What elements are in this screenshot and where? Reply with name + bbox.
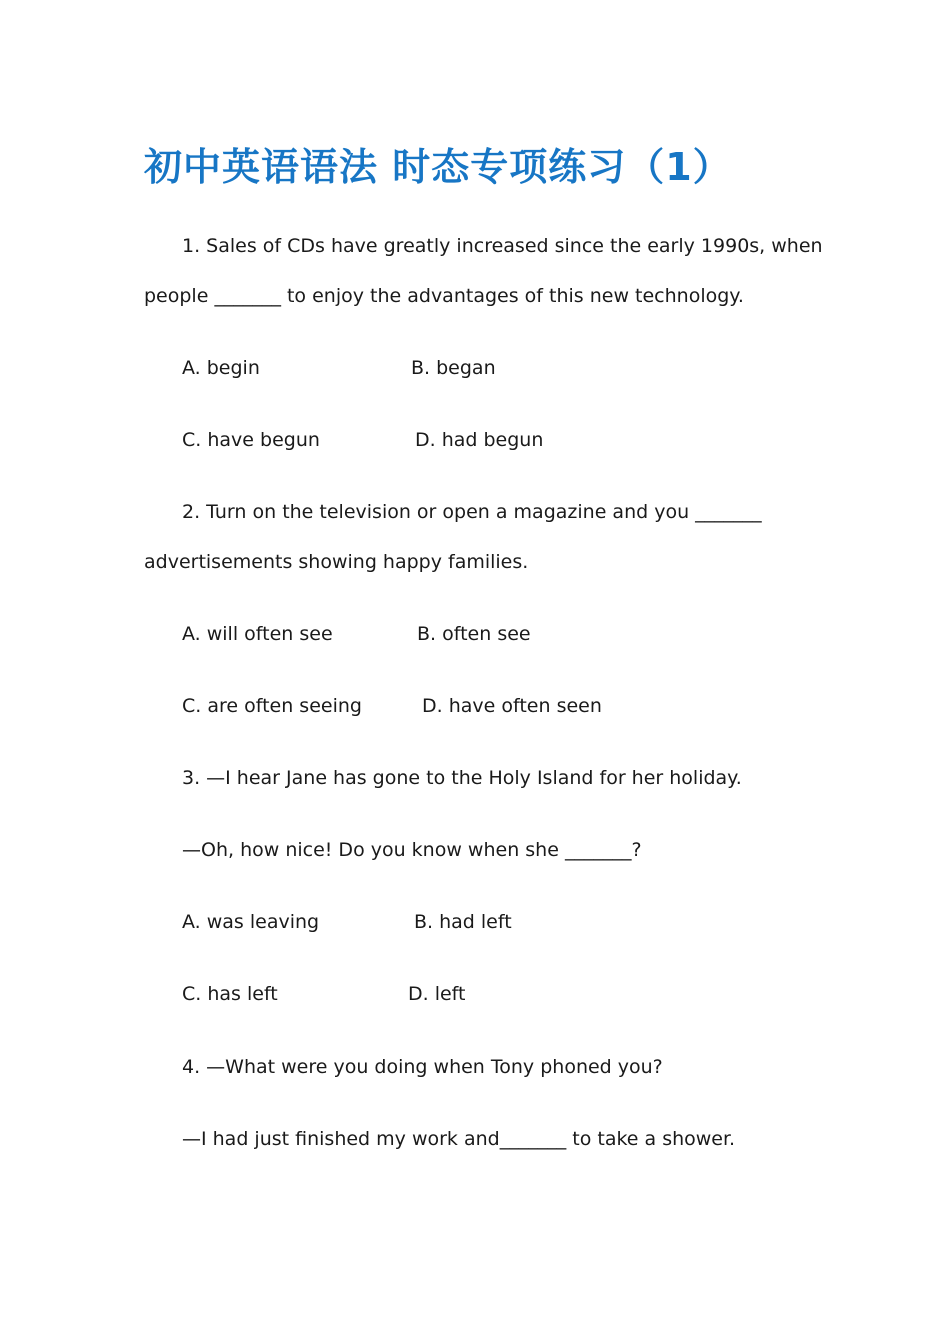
question-1-option-a: A. begin	[182, 357, 260, 379]
question-1-stem-line-2: people _______ to enjoy the advantages of this new technology.	[144, 285, 744, 307]
question-3-stem-line-1: 3. —I hear Jane has gone to the Holy Island for her holiday.	[182, 767, 742, 789]
question-1-stem-line-1: 1. Sales of CDs have greatly increased since the early 1990s, when	[182, 235, 823, 257]
question-3-stem-line-2: —Oh, how nice! Do you know when she _______?	[182, 839, 642, 861]
document-title: 初中英语语法 时态专项练习（1）	[144, 145, 732, 189]
question-2-stem-line-1: 2. Turn on the television or open a magazine and you _______	[182, 501, 762, 523]
question-2-option-b: B. often see	[417, 623, 531, 645]
question-3-option-d: D. left	[408, 983, 466, 1005]
question-2-option-d: D. have often seen	[422, 695, 602, 717]
question-4-stem-line-2: —I had just finished my work and_______ to take a shower.	[182, 1128, 736, 1150]
question-1-option-b: B. began	[411, 357, 496, 379]
question-3-option-c: C. has left	[182, 983, 278, 1005]
question-1-option-d: D. had begun	[415, 429, 544, 451]
question-1-option-c: C. have begun	[182, 429, 320, 451]
question-2-option-a: A. will often see	[182, 623, 333, 645]
question-2-stem-line-2: advertisements showing happy families.	[144, 551, 529, 573]
question-3-option-a: A. was leaving	[182, 911, 320, 933]
question-2-option-c: C. are often seeing	[182, 695, 362, 717]
question-4-stem-line-1: 4. —What were you doing when Tony phoned you?	[182, 1056, 663, 1078]
question-3-option-b: B. had left	[414, 911, 512, 933]
